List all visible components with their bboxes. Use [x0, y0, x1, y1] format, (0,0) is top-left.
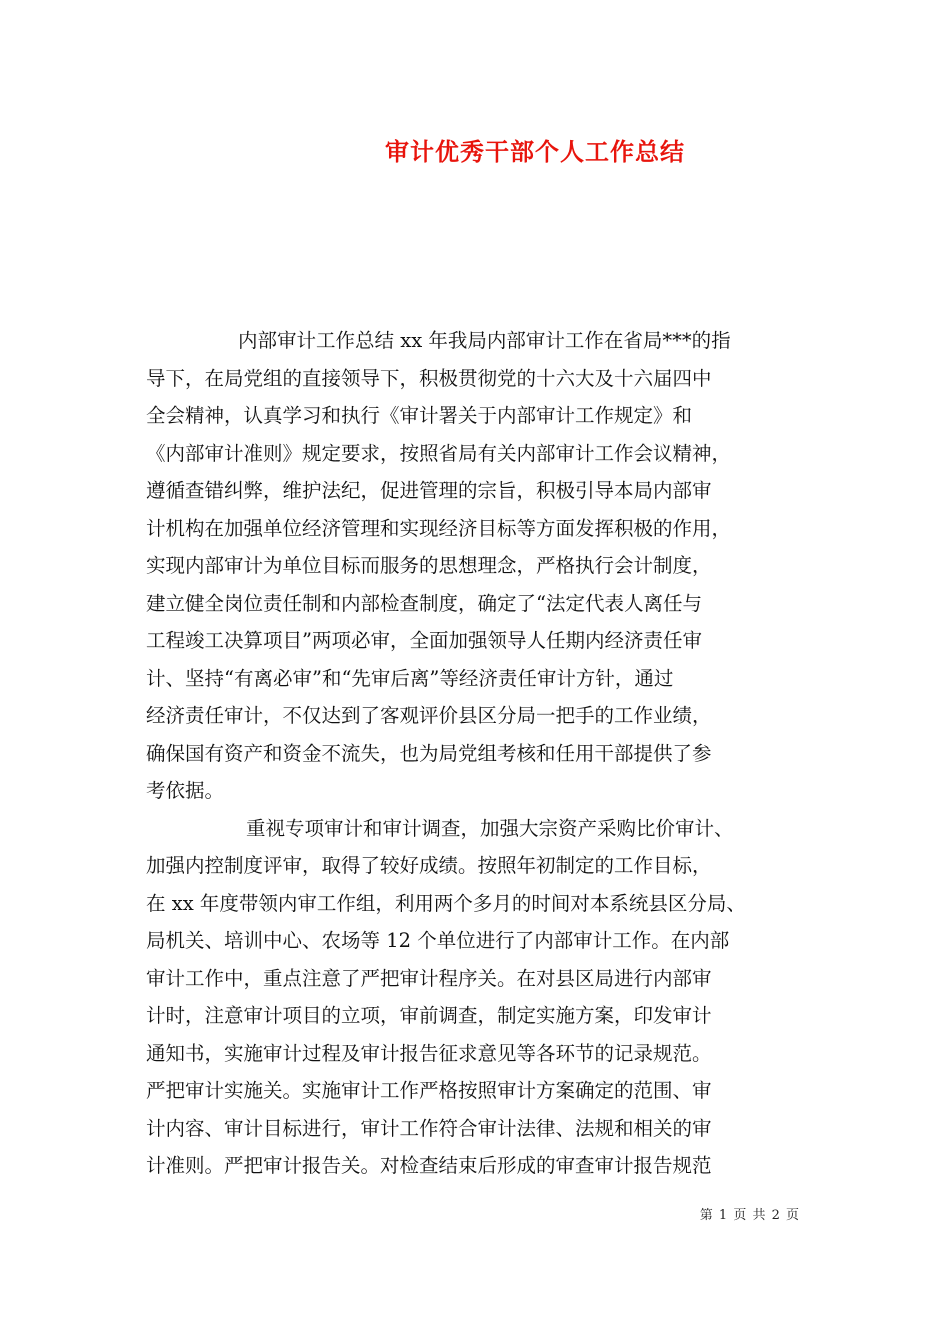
- document-title: 审计优秀干部个人工作总结: [385, 137, 685, 166]
- text-line: 计准则。严把审计报告关。对检查结束后形成的审查审计报告规范: [146, 1154, 712, 1177]
- text-line: 导下，在局党组的直接领导下，积极贯彻党的十六大及十六届四中: [146, 366, 712, 390]
- text-line: 在 xx 年度带领内审工作组，利用两个多月的时间对本系统县区分局、: [146, 891, 746, 915]
- text-line: 计时，注意审计项目的立项，审前调查，制定实施方案，印发审计: [146, 1004, 712, 1027]
- text-line: 内部审计工作总结 xx 年我局内部审计工作在省局***的指: [238, 329, 731, 352]
- text-line: 通知书，实施审计过程及审计报告征求意见等各环节的记录规范。: [146, 1041, 712, 1065]
- text-line: 全会精神，认真学习和执行《审计署关于内部审计工作规定》和: [146, 404, 693, 427]
- text-line: 重视专项审计和审计调查，加强大宗资产采购比价审计、: [246, 816, 734, 840]
- text-line: 工程竣工决算项目”两项必审，全面加强领导人任期内经济责任审: [146, 629, 702, 652]
- text-line: 审计工作中，重点注意了严把审计程序关。在对县区局进行内部审: [146, 966, 712, 990]
- text-line: 实现内部审计为单位目标而服务的思想理念，严格执行会计制度，: [146, 554, 712, 577]
- text-line: 严把审计实施关。实施审计工作严格按照审计方案确定的范围、审: [146, 1079, 712, 1102]
- text-line: 计、坚持“有离必审”和“先审后离”等经济责任审计方针，通过: [146, 666, 674, 690]
- text-line: 建立健全岗位责任制和内部检查制度，确定了“法定代表人离任与: [146, 591, 702, 615]
- text-line: 加强内控制度评审，取得了较好成绩。按照年初制定的工作目标，: [146, 854, 712, 877]
- text-line: 确保国有资产和资金不流失，也为局党组考核和任用干部提供了参: [146, 741, 712, 765]
- paragraph-2: [146, 810, 822, 1185]
- text-line: 《内部审计准则》规定要求，按照省局有关内部审计工作会议精神，: [146, 441, 732, 465]
- text-line: 局机关、培训中心、农场等 12 个单位进行了内部审计工作。在内部: [146, 929, 730, 952]
- page-number-footer: 第 1 页 共 2 页: [699, 1208, 800, 1223]
- text-line: 计机构在加强单位经济管理和实现经济目标等方面发挥积极的作用，: [146, 516, 732, 540]
- document-body: [146, 322, 822, 1185]
- paragraph-1: [146, 322, 822, 810]
- text-line: 遵循查错纠弊，维护法纪，促进管理的宗旨，积极引导本局内部审: [146, 479, 712, 502]
- text-line: 经济责任审计，不仅达到了客观评价县区分局一把手的工作业绩，: [146, 704, 712, 727]
- text-line: 考依据。: [146, 779, 225, 802]
- text-line: 计内容、审计目标进行，审计工作符合审计法律、法规和相关的审: [146, 1116, 712, 1140]
